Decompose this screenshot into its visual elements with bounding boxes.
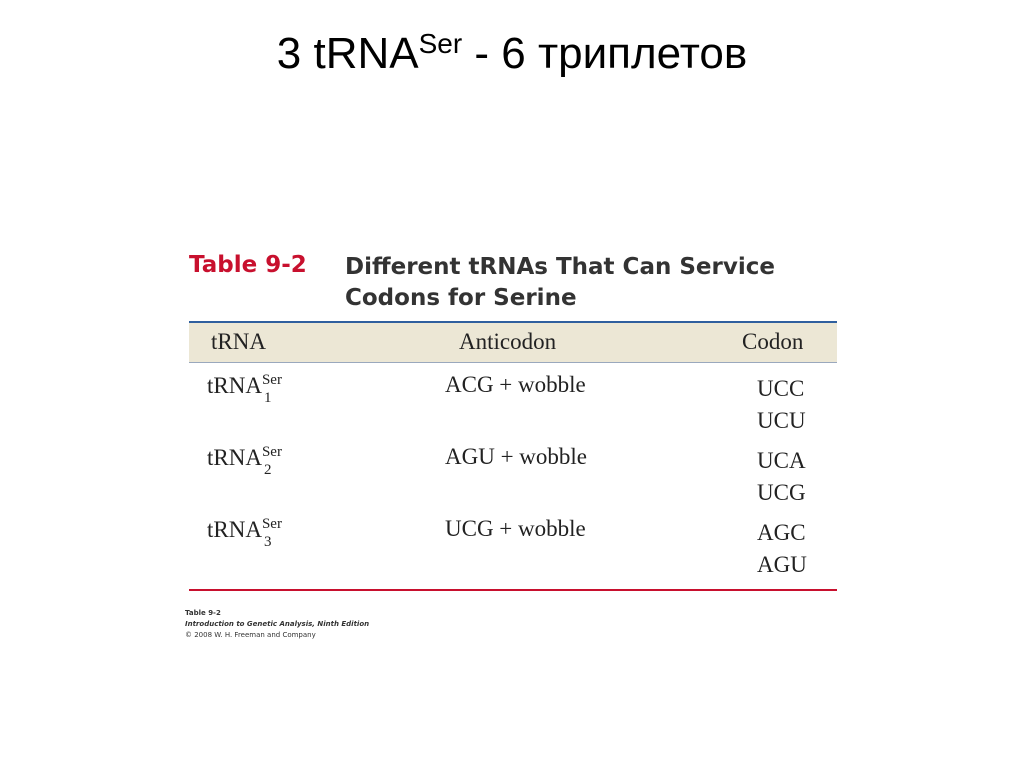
row-2-codon-1: UCA [757,448,806,473]
row-1-trna-sup: Ser [261,372,282,388]
row-1-trna-text: tRNA [207,373,262,398]
table-figure [185,252,837,652]
header-rule [189,362,837,363]
row-3-trna-sup: Ser [261,516,282,532]
row-3-anticodon: UCG + wobble [445,516,586,541]
row-3-codon-1: AGC [757,520,806,545]
credit-line-3: © 2008 W. H. Freeman and Company [185,631,316,639]
title-superscript: Ser [418,28,463,59]
row-1-anticodon: ACG + wobble [445,372,586,397]
column-header-codon: Codon [742,329,804,354]
table-number: Table 9-2 [189,252,307,278]
row-3-trna [207,516,282,551]
column-header-trna: tRNA [211,329,266,354]
row-1-codon-2: UCU [757,408,806,433]
row-3-trna-text: tRNA [207,517,262,542]
row-1-trna [207,372,282,407]
figure-credit [185,608,369,641]
table-caption: Different tRNAs That Can Service Codons for Serine [345,254,775,311]
title-prefix: 3 tRNA [276,29,419,78]
row-2-trna-sub: 2 [263,462,272,478]
row-2-trna-text: tRNA [207,445,262,470]
column-header-anticodon: Anticodon [459,329,557,354]
credit-line-2: Introduction to Genetic Analysis, Ninth Edition [185,620,370,628]
bottom-rule [189,589,837,591]
title-suffix: - 6 триплетов [462,29,748,78]
row-1-codon-1: UCC [757,376,805,401]
row-3-codon-2: AGU [757,552,807,577]
row-3-trna-sub: 3 [263,534,272,550]
row-2-trna-sup: Ser [261,444,282,460]
row-1-trna-sub: 1 [263,390,272,406]
row-2-anticodon: AGU + wobble [445,444,588,469]
row-2-codon-2: UCG [757,480,806,505]
row-2-trna [207,444,282,479]
slide-title [0,28,1024,79]
credit-line-1: Table 9-2 [185,609,221,617]
